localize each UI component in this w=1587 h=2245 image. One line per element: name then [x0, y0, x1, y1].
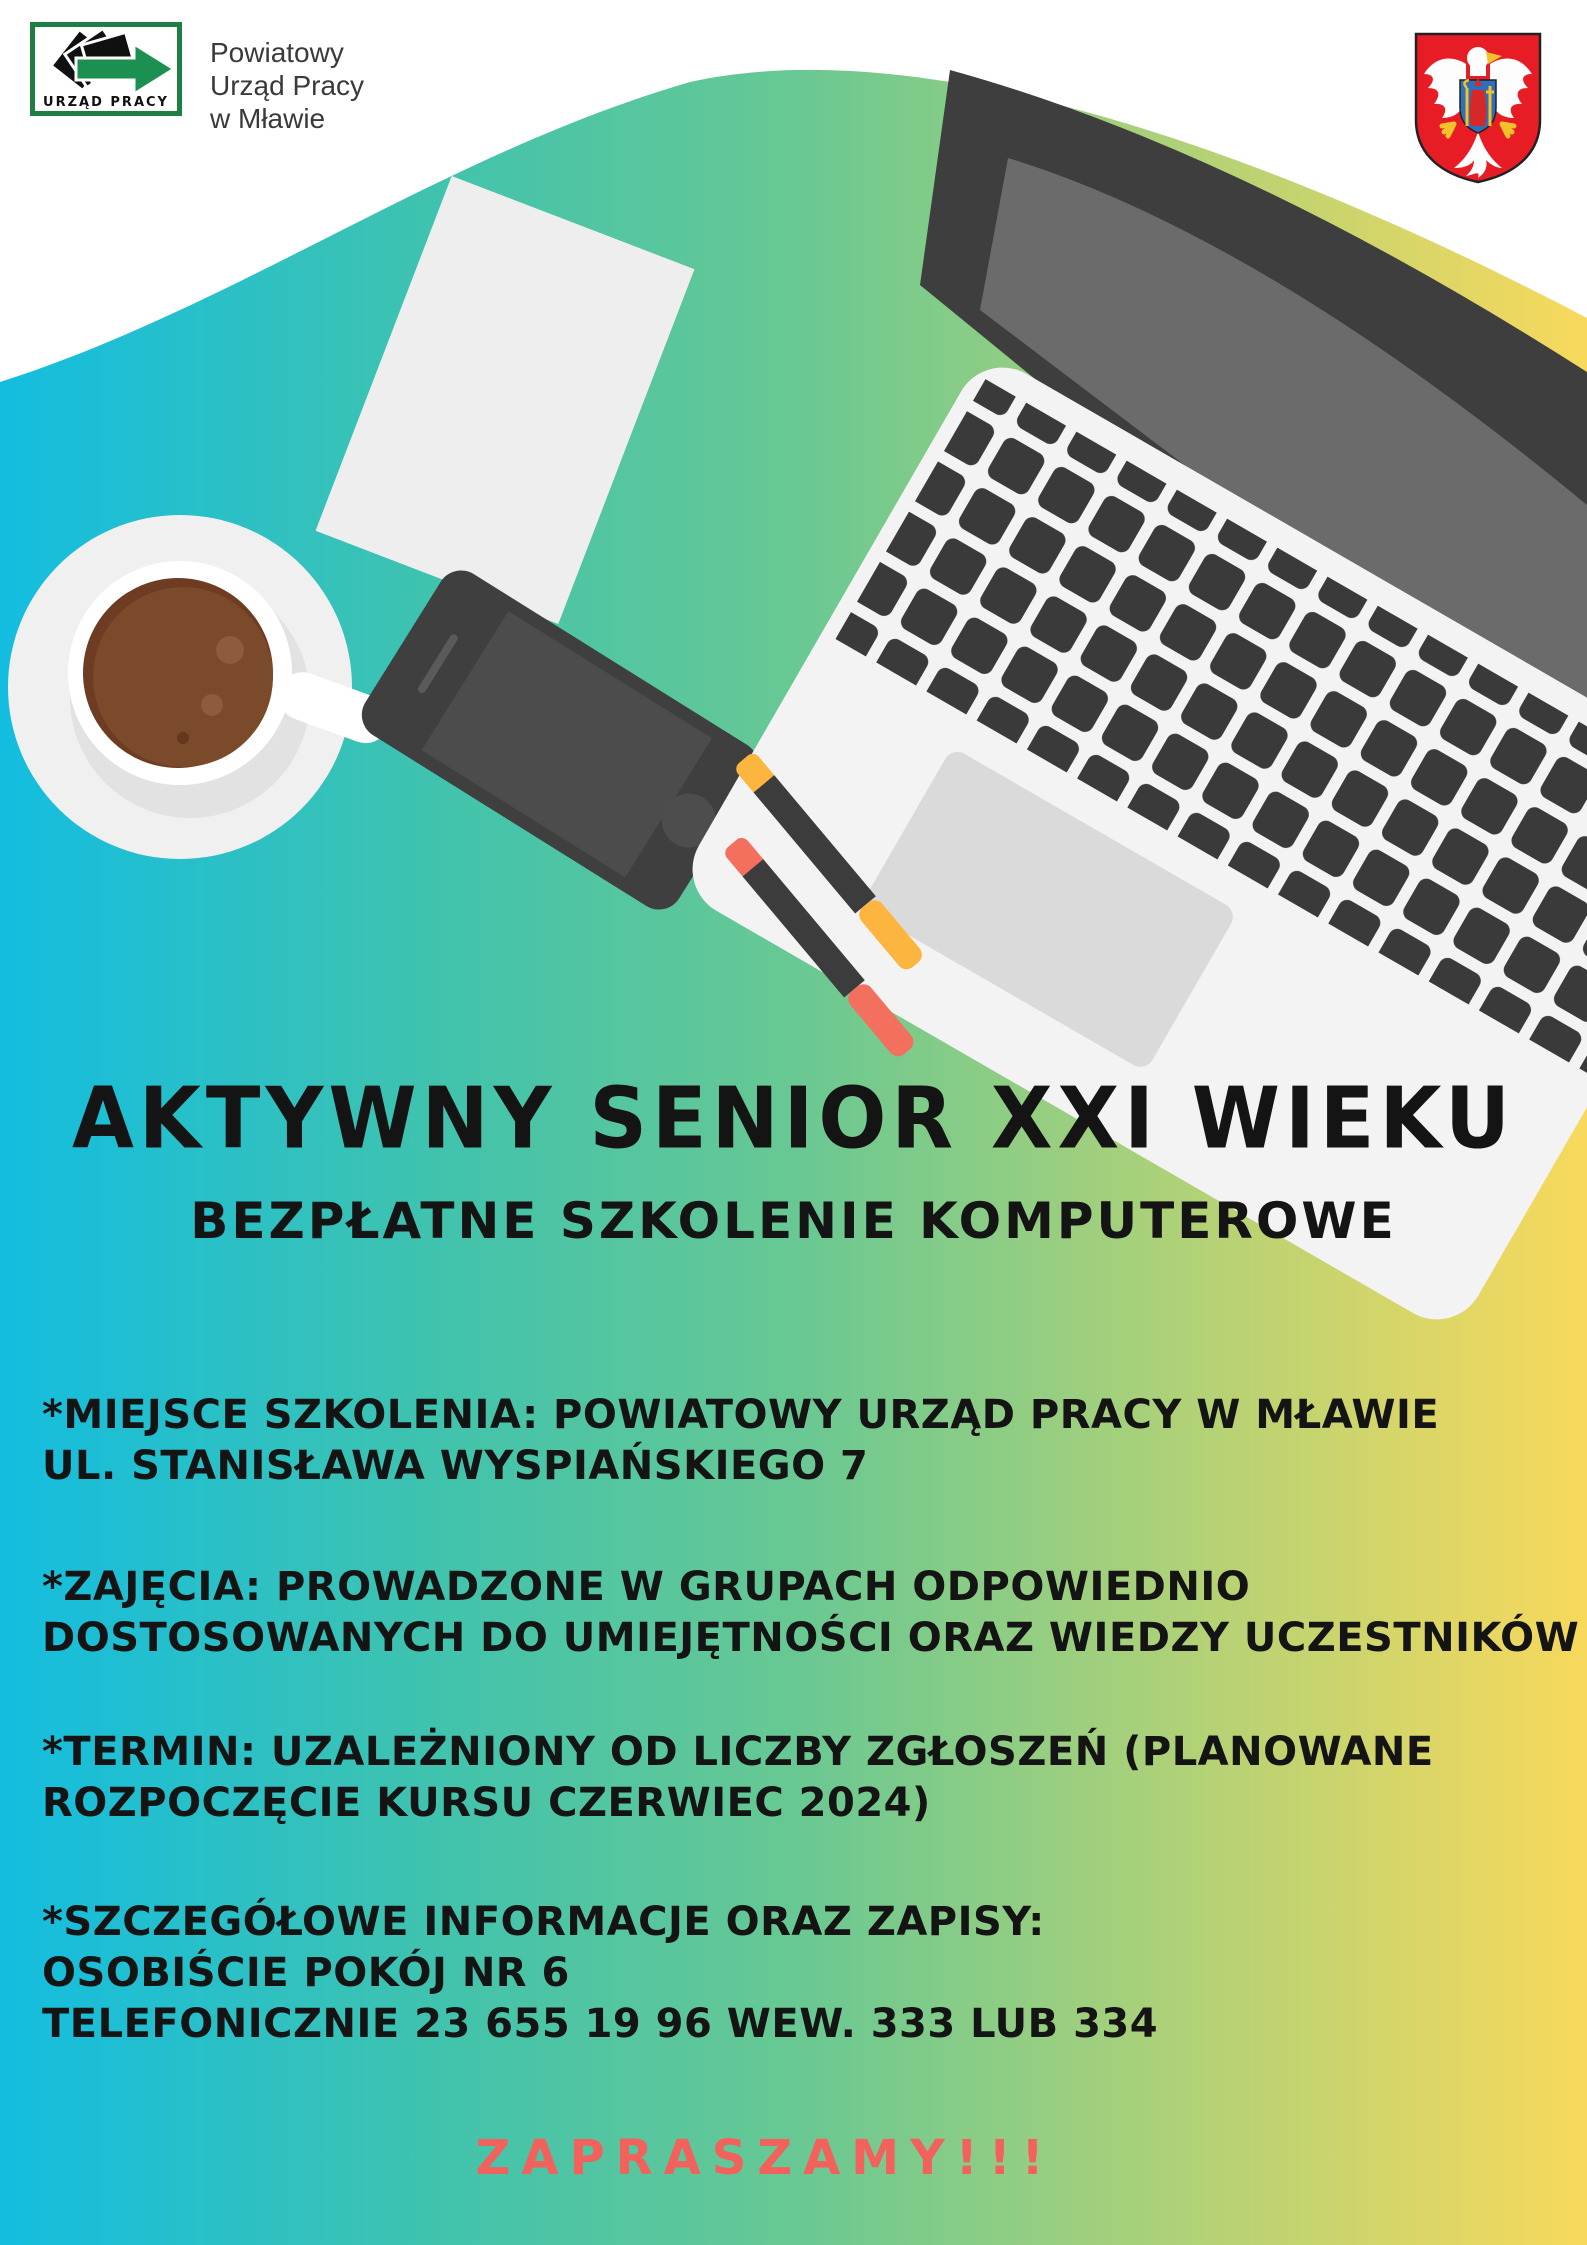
org-line: Urząd Pracy	[210, 70, 365, 101]
section-line: *SZCZEGÓŁOWE INFORMACJE ORAZ ZAPISY:	[42, 1899, 1045, 1945]
closing-invitation: ZAPRASZAMY!!!	[475, 2130, 1055, 2186]
section-line: *ZAJĘCIA: PROWADZONE W GRUPACH ODPOWIEDNIO	[42, 1564, 1251, 1610]
section-informacje-zapisy	[42, 1897, 1577, 2050]
urzad-pracy-logo	[30, 22, 182, 120]
page-title: AKTYWNY SENIOR XXI WIEKU	[71, 1069, 1515, 1168]
section-line: *TERMIN: UZALEŻNIONY OD LICZBY ZGŁOSZEŃ (PLANOWANE	[42, 1729, 1434, 1775]
section-line: *MIEJSCE SZKOLENIA: POWIATOWY URZĄD PRACY W MŁAWIE	[42, 1392, 1440, 1438]
section-line: DOSTOSOWANYCH DO UMIEJĘTNOŚCI ORAZ WIEDZY UCZESTNIKÓW	[42, 1615, 1580, 1661]
logo-label: URZĄD PRACY	[43, 95, 169, 110]
section-line: TELEFONICZNIE 23 655 19 96 WEW. 333 LUB 334	[42, 2001, 1159, 2047]
section-line: UL. STANISŁAWA WYSPIAŃSKIEGO 7	[42, 1443, 869, 1489]
section-termin	[42, 1727, 1577, 1829]
section-line: OSOBIŚCIE POKÓJ NR 6	[42, 1950, 570, 1996]
page-subtitle: BEZPŁATNE SZKOLENIE KOMPUTEROWE	[190, 1192, 1397, 1250]
section-zajecia	[42, 1562, 1580, 1664]
urzad-pracy-arrows-icon	[30, 22, 182, 116]
section-line: ROZPOCZĘCIE KURSU CZERWIEC 2024)	[42, 1780, 931, 1826]
org-line: Powiatowy	[210, 37, 344, 68]
org-line: w Mławie	[210, 103, 326, 134]
section-miejsce-szkolenia	[42, 1390, 1577, 1492]
organization-name	[210, 36, 364, 135]
mlawa-coat-of-arms-icon	[1408, 28, 1548, 192]
